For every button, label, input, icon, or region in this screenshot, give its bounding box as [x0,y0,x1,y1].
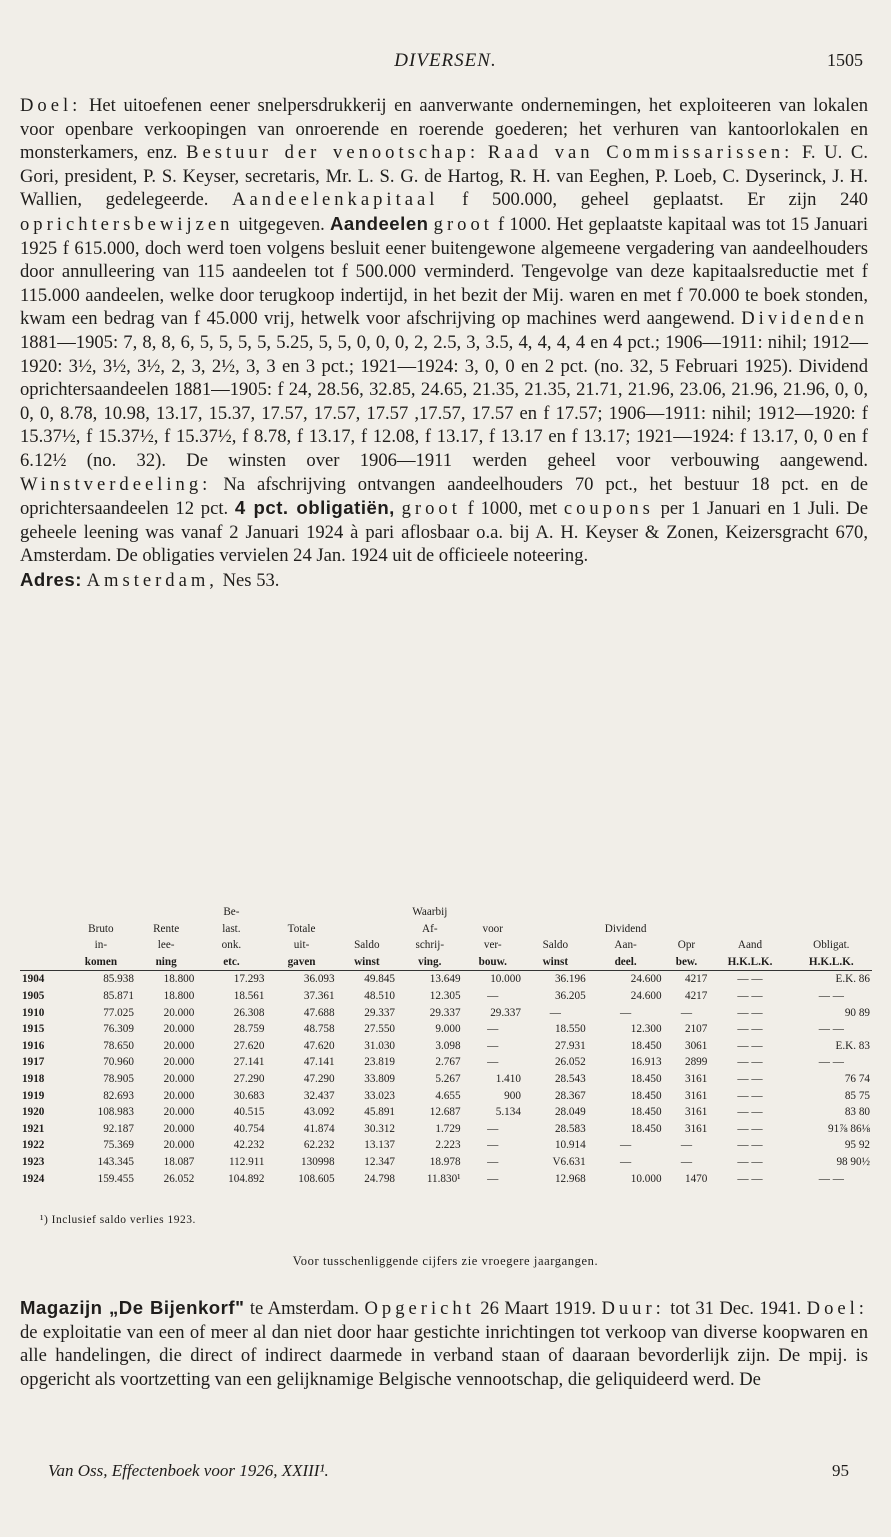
table-cell: 18.561 [233,989,265,1002]
table-cell: 30.683 [233,1089,265,1102]
table-header-cell: Saldo [354,939,380,952]
company-place: te Amsterdam. [249,1298,360,1319]
table-header-cell: Saldo [542,939,569,952]
winst-text: Na afschrijving ontvangen aandeelhouders 70 pct., het bestuur 18 pct. en de oprichtersaandeelen 12 pct. [20,473,868,520]
rvc-label: Raad van Commissarissen: [487,142,794,164]
table-cell: 18.450 [630,1039,662,1052]
table-cell: — — [737,1122,763,1135]
table-cell: 1920 [22,1106,45,1119]
groot-label: groot [433,213,493,235]
table-cell: 1.729 [435,1122,461,1135]
table-cell: — — [737,1072,763,1085]
table-cell: 98 90½ [836,1155,870,1168]
table-cell: 20.000 [163,1023,195,1036]
table-header-cell: lee- [157,939,175,952]
table-header-cell [664,921,710,938]
financial-table [20,904,872,1187]
table-cell: 24.798 [364,1172,396,1185]
table-header-cell [20,904,66,921]
table-cell: 82.693 [103,1089,134,1102]
table-cell: 36.205 [554,989,586,1002]
table-cell: 30.312 [364,1122,396,1135]
table-header-cell [337,904,397,921]
winst-label: Winstverdeeling: [20,473,212,495]
table-header-cell: ning [136,954,196,971]
table-cell: 27.620 [233,1039,265,1052]
table-cell: 4217 [684,973,708,986]
footer-source: Van Oss, Effectenboek voor 1926, XXIII¹. [48,1461,329,1480]
table-cell: — — [737,1172,763,1185]
table-cell: 3161 [684,1072,708,1085]
table-header-cell: Af- [422,922,438,935]
table-cell: 28.367 [554,1089,586,1102]
table-header-cell: winst [523,954,588,971]
table-cell: E.K. 86 [835,973,870,986]
table-cell: 29.337 [429,1006,461,1019]
table-cell: 1918 [22,1072,45,1085]
table-header-row [20,937,872,954]
table-cell: 2.223 [435,1139,461,1152]
table-cell: — [680,1155,693,1168]
table-cell: — [487,1155,499,1168]
company-entry-text [20,94,868,592]
table-cell: 9.000 [435,1023,461,1036]
table-header-cell [20,954,66,971]
table-cell: 33.023 [364,1089,396,1102]
table-header-cell [20,921,66,938]
table-header-cell: Rente [153,922,180,935]
table-cell: 20.000 [163,1139,195,1152]
table-cell: — — [818,1023,844,1036]
table-cell: 29.337 [364,1006,396,1019]
table-cell: 24.600 [630,973,662,986]
table-cell: — [620,1155,632,1168]
table-cell: 20.000 [163,1056,195,1069]
table-cell: 18.450 [630,1122,662,1135]
doel-text: de exploitatie van een of meer al dan niet door haar gestichte inrichtingen tot verkoop van diverse koopwaren en alle handelingen, die direct of indirect daarmede in verband staan of daaraan bevorderlijk zijn. De mpij. is opgericht als voortzetting van een gelijknamige Belgische vennootschap, die geliquideerd werd. De [20,1321,868,1390]
table-footnote: ¹) Inclusief saldo verlies 1923. [40,1214,196,1226]
table-cell: 40.515 [233,1106,265,1119]
entry-paragraph [20,1296,868,1391]
table-header-cell: komen [66,954,136,971]
coupons-label: coupons [563,498,654,520]
table-cell: — [620,1006,632,1019]
table-cell: 18.978 [429,1155,461,1168]
table-row [20,1005,872,1022]
table-cell: 12.305 [429,989,461,1002]
table-cell: — — [737,989,763,1002]
table-cell: 13.137 [364,1139,396,1152]
table-cell: 2899 [684,1056,708,1069]
table-header-cell: voor [482,922,503,935]
table-cell: 47.290 [303,1072,335,1085]
table-cell: V6.631 [552,1155,586,1168]
table-header-cell [791,921,872,938]
table-cell: 26.052 [554,1056,586,1069]
table-cell: — — [818,1056,844,1069]
obligatien-groot-label: groot [401,498,461,520]
table-cell: 12.347 [364,1155,396,1168]
table-cell: 83 80 [844,1106,870,1119]
table-cell: 1917 [22,1056,45,1069]
table-cell: 1916 [22,1039,45,1052]
table-header-cell: bouw. [463,954,523,971]
table-cell: E.K. 83 [835,1039,870,1052]
table-cell: — — [737,1056,763,1069]
table-cell: 27.141 [233,1056,265,1069]
table-header-cell [588,904,664,921]
table-cell: 27.290 [233,1072,265,1085]
table-cell: 159.455 [97,1172,134,1185]
table-cell: 28.049 [554,1106,586,1119]
table-header-cell: ver- [483,939,502,952]
table-cell: 1922 [22,1139,45,1152]
table-cell: — [620,1139,632,1152]
table-header-cell: Totale [287,922,316,935]
table-cell: 33.809 [364,1072,396,1085]
table-body [20,971,872,1187]
address-line [20,568,868,593]
table-row [20,1071,872,1088]
table-header-cell [266,904,336,921]
table-cell: 4217 [684,989,708,1002]
table-cell: 28.583 [554,1122,586,1135]
table-header-cell: Dividend [604,922,647,935]
table-cell: 92.187 [103,1122,134,1135]
table-cell: 1904 [22,973,45,986]
table-header [20,904,872,971]
table-cell: 27.550 [364,1023,396,1036]
table-cell: 47.688 [303,1006,335,1019]
table-header-cell [791,904,872,921]
table-header-cell: Aan- [614,939,637,952]
table-cell: 90 89 [844,1006,870,1019]
table-cell: 36.196 [554,973,586,986]
table-cell: — — [737,973,763,986]
table-cell: 3.098 [435,1039,461,1052]
table-cell: 112.911 [228,1155,265,1168]
table-cell: 12.300 [630,1023,662,1036]
table-cell: 12.968 [554,1172,586,1185]
table-cell: 1915 [22,1023,45,1036]
doel-label: Doel: [20,95,82,116]
obligatien-text-b: per 1 Januari en 1 Juli. De geheele leening was vanaf 2 Januari 1924 à pari aflosbaar o.a. bij A. H. Keyser & Zonen, Keizersgracht 670, Amsterdam. De obligaties vervielen 24 Jan. 1924 uit de officieele noteering. [20,498,868,567]
dividenden-label: Dividenden [741,308,868,330]
table-header-cell: H.K.L.K. [791,954,872,971]
table-cell: 36.093 [303,973,335,986]
table-cell: 27.931 [554,1039,586,1052]
table-cell: 1924 [22,1172,45,1185]
doel-text: Het uitoefenen eener snelpersdrukkerij en aanverwante ondernemingen, het exploiteeren van lokalen voor openbare verkoopingen van onroerende en roerende goederen; het verhuren van kantoorlokalen en monsterkamers, enz. [20,95,869,164]
table-cell: 18.450 [630,1072,662,1085]
table-cell: — — [737,1006,763,1019]
table-cell: 85 75 [844,1089,870,1102]
aandeelen-label: Aandeelen [329,212,429,234]
running-header [0,48,891,74]
table-cell: 70.960 [103,1056,134,1069]
table-cell: 3161 [684,1089,708,1102]
table-cell: 78.905 [103,1072,134,1085]
table-cell: — [487,1056,499,1069]
rvc-text: F. U. C. Gori, president, P. S. Keyser, secretaris, Mr. L. S. G. de Hartog, R. H. van Eeghen, P. Loeb, C. Dyserinck, J. H. Wallien, gedelegeerde. [20,142,868,211]
table-cell: 20.000 [163,1106,195,1119]
table-cell: — — [737,1155,763,1168]
duur-label: Duur: [601,1298,665,1319]
table-cell: 48.510 [364,989,396,1002]
table-header-cell [664,904,710,921]
table-cell: 18.450 [630,1106,662,1119]
obligatien-text-a: f 1000, met [467,498,558,520]
table-header-cell: Be- [223,906,240,918]
table-header-cell [709,921,790,938]
table-cell: 32.437 [303,1089,335,1102]
aandeelen-text: f 1000. Het geplaatste kapitaal was tot 15 Januari 1925 f 615.000, doch werd toen volgens besluit eener buitengewone algemeene vergadering van aandeelhouders door annulleering van 115 aandeelen tot f 500.000 verminderd. Tengevolge van deze kapitaalsreductie met f 115.000 aandeelen, welke door terugkoop indertijd, in het bezit der Mij. waren en met f 70.000 te boek stonden, kwam een bedrag van f 45.000 vrij, hetwelk voor afschrijving op machines werd aangewend. [20,213,868,330]
table-cell: 31.030 [364,1039,396,1052]
opgericht-label: Opgericht [364,1298,475,1319]
table-header-cell: deel. [588,954,664,971]
table-header-cell [20,937,66,954]
table-cell: 20.000 [163,1072,195,1085]
table-row [20,1121,872,1138]
table-cell: 95 92 [844,1139,870,1152]
table-cell: 1921 [22,1122,45,1135]
table-cell: 42.232 [233,1139,265,1152]
table-header-row [20,904,872,921]
adres-street: Nes 53. [222,569,280,591]
table-header-row [20,921,872,938]
table-cell: 40.754 [233,1122,265,1135]
section-title: DIVERSEN. [394,50,497,71]
table-header-cell: in- [94,939,108,952]
table-header-cell: Bruto [88,922,114,935]
obligatien-label: 4 pct. obligatiën, [234,497,395,519]
table-header-cell: ving. [397,954,463,971]
table-cell: 20.000 [163,1006,195,1019]
table-header-cell: Waarbij [412,906,448,918]
table-cell: 47.141 [303,1056,335,1069]
table-row [20,1054,872,1071]
table-cell: 1919 [22,1089,45,1102]
adres-city: Amsterdam, [86,569,218,591]
table-row [20,1088,872,1105]
table-cell: 48.758 [303,1023,335,1036]
table-cell: 45.891 [364,1106,396,1119]
table-row [20,1038,872,1055]
table-cell: 4.655 [435,1089,461,1102]
table-header-cell [523,904,588,921]
table-cell: — — [737,1139,763,1152]
table-header-cell: bew. [664,954,710,971]
table-cell: — [487,1172,499,1185]
table-cell: 2107 [684,1023,708,1036]
table-header-row [20,954,872,971]
table-cell: 24.600 [630,989,662,1002]
company-name: Magazijn „De Bijenkorf" [20,1297,245,1318]
table-cell: — [549,1006,561,1019]
table-cell: — [487,1039,499,1052]
table-cell: 20.000 [163,1122,195,1135]
table-header-cell: H.K.L.K. [709,954,790,971]
table-header-cell: gaven [266,954,336,971]
table-cell: 77.025 [103,1006,134,1019]
table-cell: 62.232 [303,1139,335,1152]
table-note: Voor tusschenliggende cijfers zie vroegere jaargangen. [292,1254,599,1268]
table-header-cell [709,904,790,921]
doel-label: Doel: [806,1298,868,1319]
table-row [20,1137,872,1154]
table-cell: — — [737,1089,763,1102]
table-cell: 13.649 [429,973,461,986]
table-cell: — [487,1139,499,1152]
table-cell: 5.134 [495,1106,521,1119]
table-cell: — — [818,989,844,1002]
table-row [20,1021,872,1038]
table-cell: 41.874 [303,1122,335,1135]
kapitaal-text: f 500.000, geheel geplaatst. Er zijn 240 [462,189,868,211]
table-cell: 91⅞ 86⅛ [828,1122,870,1135]
company-entry-bijenkorf [20,1296,868,1391]
table-cell: — — [818,1172,844,1185]
table-cell: 12.687 [429,1106,461,1119]
table-cell: 18.550 [554,1023,586,1036]
table-cell: 26.052 [163,1172,195,1185]
table-cell: 37.361 [303,989,335,1002]
table-cell: — [680,1006,693,1019]
table-cell: 3161 [684,1122,708,1135]
table-header-cell: onk. [221,939,242,952]
bestuur-label: Bestuur der venootschap: [186,142,480,164]
adres-label: Adres: [20,568,82,590]
table-cell: 3161 [684,1106,708,1119]
table-cell: 10.000 [490,973,521,986]
table-cell: 3061 [684,1039,708,1052]
table-header-cell [523,921,588,938]
table-cell: 20.000 [163,1039,195,1052]
table-row [20,1171,872,1188]
table-cell: — — [737,1023,763,1036]
page-number: 1505 [827,50,863,70]
table-header-cell: uit- [293,939,310,952]
table-cell: 130998 [301,1155,335,1168]
dividenden-text: 1881—1905: 7, 8, 8, 6, 5, 5, 5, 5, 5.25, 5, 5, 0, 0, 0, 2, 2.5, 3, 3.5, 4, 4, 4, 4 en 4 pct.; 1906—1911: nihil; 1912—1920: 3½, 3½, 3½, 2, 3, 2½, 3, 3 en 3 pct.; 1921—1924: 3, 0, 0 en 2 pct. (no. 32, 5 Februari 1925). Dividend oprichtersaandeelen 1881—1905: f 24, 28.56, 32.85, 24.65, 21.35, 21.35, 21.71, 21.96, 23.06, 21.96, 21.96, 0, 0, 0, 0, 8.78, 10.98, 13.17, 15.37, 17.57, 17.57, 17.57 ,17.57, 17.57 en f 17.57; 1906—1911: nihil; 1912—1920: f 15.37½, f 15.37½, f 15.37½, f 8.78, f 13.17, f 12.08, f 13.17, f 13.17 en f 13.17; 1921—1924: f 13.17, 0, 0 en f 6.12½ (no. 32). De winsten over 1906—1911 werden geheel voor verbouwing aangewend. [20,331,868,471]
footer-number: 95 [832,1461,849,1480]
table-row [20,971,872,988]
table-cell: 43.092 [303,1106,335,1119]
table-cell: — [487,1122,499,1135]
table-cell: 143.345 [97,1155,134,1168]
table-cell: — — [737,1039,763,1052]
table-cell: 1.410 [495,1072,521,1085]
table-cell: 18.450 [630,1089,662,1102]
table-cell: 26.308 [233,1006,265,1019]
table-cell: 104.892 [228,1172,265,1185]
table-cell: 1470 [684,1172,708,1185]
table-cell: 17.293 [233,973,265,986]
oprichters-text: uitgegeven. [238,213,325,235]
table-cell: 11.830¹ [426,1172,461,1185]
entry-paragraph [20,94,868,568]
table-row [20,988,872,1005]
table-cell: 108.983 [97,1106,134,1119]
table-cell: 1910 [22,1006,45,1019]
table-header-cell: last. [222,922,241,935]
table-header-cell [66,904,136,921]
table-cell: 2.767 [435,1056,461,1069]
table-header-cell: Opr [677,939,696,952]
table-cell: 28.543 [554,1072,586,1085]
table-header-cell: Obligat. [813,939,850,952]
kapitaal-label: Aandeelenkapitaal [232,189,439,211]
duur-text: tot 31 Dec. 1941. [670,1298,802,1319]
table-header-cell [136,904,196,921]
table-cell: 49.845 [364,973,396,986]
page-footer [0,1461,891,1485]
table-row [20,1104,872,1121]
table-cell: 76 74 [844,1072,870,1085]
table-cell: 29.337 [490,1006,521,1019]
table-cell: 5.267 [435,1072,461,1085]
table-header-cell [463,904,523,921]
table-cell: 75.369 [103,1139,134,1152]
table-cell: 10.000 [630,1172,662,1185]
table-cell: 18.800 [163,973,195,986]
table-header-cell: winst [337,954,397,971]
table-cell: — [487,1023,499,1036]
opgericht-text: 26 Maart 1919. [480,1298,596,1319]
table-cell: 28.759 [233,1023,265,1036]
table-cell: 85.871 [103,989,134,1002]
table-cell: — [680,1139,693,1152]
table-cell: 78.650 [103,1039,134,1052]
table-header-cell: schrij- [415,939,445,952]
table-cell: — — [737,1106,763,1119]
oprichters-label: oprichtersbewijzen [20,213,234,235]
table-cell: 10.914 [554,1139,586,1152]
table-cell: 85.938 [103,973,134,986]
table-cell: 900 [504,1089,521,1102]
table-cell: 47.620 [303,1039,335,1052]
table-cell: 18.087 [163,1155,195,1168]
table-cell: 16.913 [630,1056,662,1069]
table-header-cell [337,921,397,938]
table-header-cell: etc. [196,954,266,971]
table-cell: — [487,989,499,1002]
table-header-cell: Aand [737,939,763,952]
table-cell: 18.800 [163,989,195,1002]
table-row [20,1154,872,1171]
table-cell: 108.605 [298,1172,335,1185]
table-cell: 20.000 [163,1089,195,1102]
table-cell: 23.819 [364,1056,396,1069]
table-cell: 1905 [22,989,45,1002]
table-cell: 76.309 [103,1023,134,1036]
table-cell: 1923 [22,1155,45,1168]
